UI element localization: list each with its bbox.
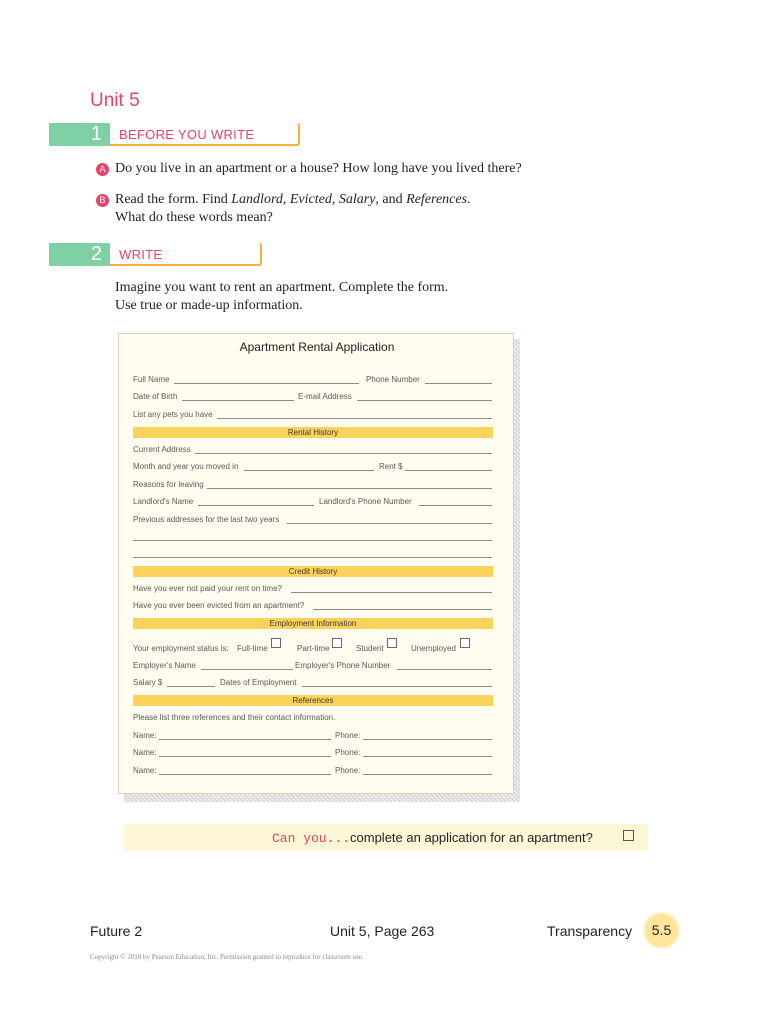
dates-employment-field[interactable] <box>302 686 492 687</box>
word-salary: Salary <box>338 192 376 207</box>
can-you-bar <box>124 824 648 851</box>
question-a-text: Do you live in an apartment or a house? How long have you lived there? <box>115 161 522 176</box>
previous-address-field-1[interactable] <box>287 523 492 524</box>
full-name-field[interactable] <box>174 383 359 384</box>
pets-label: List any pets you have <box>133 410 213 419</box>
comma: , <box>282 192 290 207</box>
section-2-header <box>110 243 262 266</box>
can-you-lead: Can you <box>272 831 327 846</box>
reference-1-phone-field[interactable] <box>363 739 492 740</box>
employer-name-field[interactable] <box>201 669 293 670</box>
employment-information-band: Employment Information <box>133 618 493 629</box>
moved-in-label: Month and year you moved in <box>133 462 239 471</box>
section-1-header <box>110 123 300 146</box>
phone-number-label: Phone Number <box>366 375 420 384</box>
part-time-label: Part-time <box>297 644 330 653</box>
reference-2-phone-field[interactable] <box>363 756 492 757</box>
form-title: Apartment Rental Application <box>239 340 395 354</box>
credit-history-band: Credit History <box>133 566 493 577</box>
previous-address-field-3[interactable] <box>133 557 492 558</box>
footer-page: Unit 5, Page 263 <box>330 923 435 939</box>
evicted-label: Have you ever been evicted from an apartment? <box>133 601 305 610</box>
footer-transparency-label: Transparency <box>547 923 633 939</box>
landlord-name-field[interactable] <box>198 505 314 506</box>
can-you-dots: ... <box>326 831 351 846</box>
student-label: Student <box>356 644 384 653</box>
transparency-number-badge: 5.5 <box>645 914 678 947</box>
employer-phone-field[interactable] <box>397 669 492 670</box>
previous-address-field-2[interactable] <box>133 540 492 541</box>
previous-addresses-label: Previous addresses for the last two years <box>133 515 280 524</box>
employer-phone-label: Employer's Phone Number <box>295 661 391 670</box>
phone-number-field[interactable] <box>425 383 492 384</box>
reference-3-name-label: Name: <box>133 766 157 775</box>
email-field[interactable] <box>357 400 492 401</box>
evicted-field[interactable] <box>313 609 492 610</box>
footer-book-title: Future 2 <box>90 923 143 939</box>
landlord-phone-field[interactable] <box>419 505 492 506</box>
not-paid-label: Have you ever not paid your rent on time? <box>133 584 282 593</box>
section-2-label: WRITE <box>119 247 163 262</box>
can-you-statement <box>272 829 593 847</box>
question-b-line2: What do these words mean? <box>115 210 273 225</box>
question-b-badge: B <box>96 194 109 207</box>
reference-3-phone-field[interactable] <box>363 774 492 775</box>
section-1-label: BEFORE YOU WRITE <box>119 127 255 142</box>
unit-title: Unit 5 <box>90 90 140 111</box>
dates-employment-label: Dates of Employment <box>220 678 297 687</box>
section-1-number: 1 <box>49 123 110 146</box>
full-time-checkbox[interactable] <box>271 638 281 648</box>
conjunction: , and <box>375 192 407 207</box>
employer-name-label: Employer's Name <box>133 661 196 670</box>
instruction-line-2: Use true or made-up information. <box>115 298 303 313</box>
landlord-name-label: Landlord's Name <box>133 497 194 506</box>
reference-3-name-field[interactable] <box>159 774 331 775</box>
reference-2-name-label: Name: <box>133 748 157 757</box>
references-band: References <box>133 695 493 706</box>
instruction-line-1: Imagine you want to rent an apartment. Complete the form. <box>115 280 449 295</box>
reference-1-name-field[interactable] <box>159 739 331 740</box>
word-evicted: Evicted <box>289 192 332 207</box>
full-name-label: Full Name <box>133 375 170 384</box>
rent-label: Rent $ <box>379 462 403 471</box>
dob-label: Date of Birth <box>133 392 178 401</box>
question-a-badge: A <box>96 163 109 176</box>
full-time-label: Full-time <box>237 644 268 653</box>
reasons-label: Reasons for leaving <box>133 480 204 489</box>
employment-status-label: Your employment status is: <box>133 644 229 653</box>
can-you-checkbox[interactable] <box>623 830 634 841</box>
reasons-field[interactable] <box>207 488 492 489</box>
question-b-line1 <box>115 191 471 209</box>
comma: , <box>331 192 339 207</box>
unemployed-label: Unemployed <box>411 644 456 653</box>
period: . <box>467 192 471 207</box>
salary-label: Salary $ <box>133 678 163 687</box>
reference-1-name-label: Name: <box>133 731 157 740</box>
salary-field[interactable] <box>167 686 215 687</box>
email-label: E-mail Address <box>298 392 352 401</box>
section-2-number: 2 <box>49 243 110 266</box>
rental-application-form <box>118 333 514 794</box>
word-references: References <box>406 192 468 207</box>
current-address-label: Current Address <box>133 445 191 454</box>
reference-3-phone-label: Phone: <box>335 766 361 775</box>
not-paid-field[interactable] <box>291 592 492 593</box>
reference-1-phone-label: Phone: <box>335 731 361 740</box>
rent-field[interactable] <box>405 470 492 471</box>
current-address-field[interactable] <box>195 453 492 454</box>
pets-field[interactable] <box>217 418 492 419</box>
part-time-checkbox[interactable] <box>332 638 342 648</box>
reference-2-phone-label: Phone: <box>335 748 361 757</box>
dob-field[interactable] <box>182 400 294 401</box>
landlord-phone-label: Landlord's Phone Number <box>319 497 412 506</box>
rental-history-band: Rental History <box>133 427 493 438</box>
moved-in-field[interactable] <box>244 470 374 471</box>
unemployed-checkbox[interactable] <box>460 638 470 648</box>
word-landlord: Landlord <box>231 192 283 207</box>
can-you-text: complete an application for an apartment? <box>350 830 593 845</box>
question-b-lead: Read the form. Find <box>115 192 232 207</box>
copyright-notice: Copyright © 2010 by Pearson Education, Inc. Permission granted to reproduce for classroom use. <box>90 953 364 961</box>
references-instructions: Please list three references and their contact information. <box>133 713 336 722</box>
reference-2-name-field[interactable] <box>159 756 331 757</box>
student-checkbox[interactable] <box>387 638 397 648</box>
